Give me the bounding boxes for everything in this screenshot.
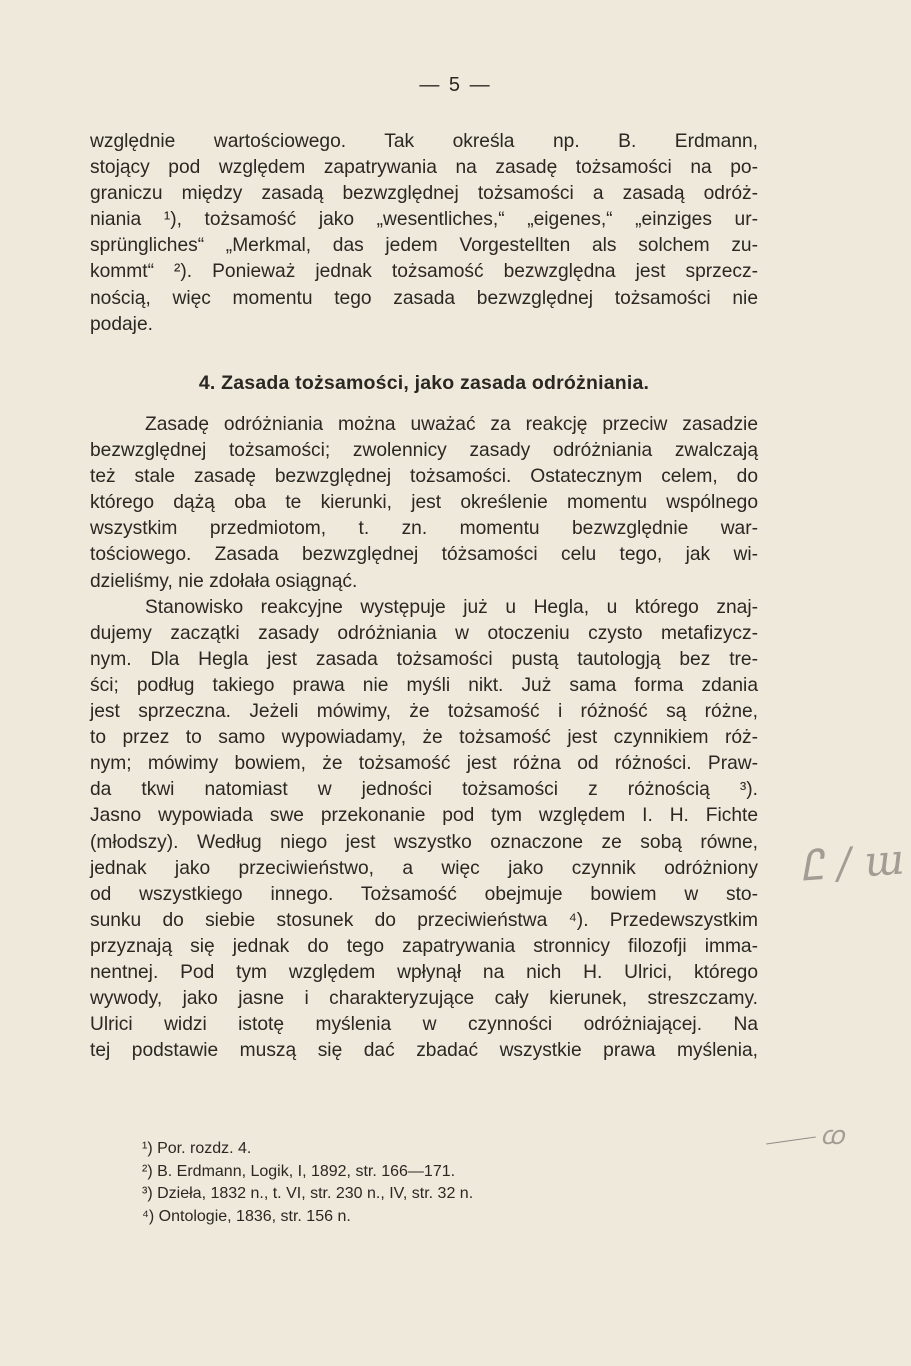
- text-line: stojący pod względem zapatrywania na zasadę tożsamości na po-: [90, 157, 758, 179]
- text-line: od wszystkiego innego. Tożsamość obejmuje bowiem w sto-: [90, 883, 758, 905]
- footnote-mark: ²): [142, 1162, 153, 1180]
- text-line: wszystkim przedmiotom, t. zn. momentu bezwzględnie war-: [90, 518, 758, 540]
- footnote-text: Ontologie, 1836, str. 156 n.: [158, 1207, 351, 1225]
- handwritten-margin-note: Ꮭ / ɯ: [798, 834, 906, 891]
- paragraph-1: [90, 129, 758, 338]
- page-number: — 5 —: [419, 74, 492, 96]
- footnotes: [142, 1138, 642, 1228]
- footnote-mark: ³): [142, 1185, 153, 1202]
- text-line: Jasno wypowiada swe przekonanie pod tym względem I. H. Fichte: [90, 805, 758, 827]
- footnote: [142, 1138, 642, 1161]
- text-line: względnie wartościowego. Tak określa np. B. Erdmann,: [90, 131, 758, 152]
- footnote: [142, 1183, 642, 1206]
- text-line: kommt“ ²). Ponieważ jednak tożsamość bezwzględna jest sprzecz-: [90, 261, 758, 283]
- text-line: (młodszy). Według niego jest wszystko oznaczone ze sobą równe,: [90, 831, 758, 853]
- text-line: nością, więc momentu tego zasada bezwzględnej tożsamości nie: [90, 287, 758, 309]
- text-line: sunku do siebie stosunek do przeciwieństwa ⁴). Przedewszystkim: [90, 909, 758, 931]
- pencil-stroke: [766, 1137, 816, 1145]
- footnote-text: B. Erdmann, Logik, I, 1892, str. 166—171.: [157, 1162, 456, 1180]
- text-line: Stanowisko reakcyjne występuje już u Hegla, u którego znaj-: [145, 596, 758, 618]
- section-heading: 4. Zasada tożsamości, jako zasada odróżniania.: [198, 372, 650, 394]
- text-line: jednak jako przeciwieństwo, a więc jako czynnik odróżniony: [90, 857, 758, 879]
- text-line: tościowego. Zasada bezwzględnej tóżsamości celu tego, jak wi-: [90, 544, 758, 566]
- text-line: też stale zasadę bezwzględnej tożsamości. Ostatecznym celem, do: [90, 466, 758, 488]
- text-line: tej podstawie muszą się dać zbadać wszystkie prawa myślenia,: [90, 1040, 758, 1062]
- text-line: ści; podług takiego prawa nie myśli nikt. Już sama forma zdania: [90, 674, 758, 696]
- text-line: graniczu między zasadą bezwzględnej tożsamości a zasadą odróż-: [90, 183, 758, 205]
- text-line: dujemy zaczątki zasady odróżniania w otoczeniu czysto metafizycz-: [90, 622, 758, 644]
- text-line: niania ¹), tożsamość jako „wesentliches,“ „eigenes,“ „einziges ur-: [90, 209, 758, 231]
- text-line: sprüngliches“ „Merkmal, das jedem Vorgestellten als solchem zu-: [90, 235, 758, 257]
- text-line: wywody, jako jasne i charakteryzujące cały kierunek, streszczamy.: [90, 988, 758, 1010]
- handwritten-margin-note: ꭃ: [820, 1121, 845, 1151]
- footnote-text: Dzieła, 1832 n., t. VI, str. 230 n., IV, str. 32 n.: [157, 1185, 474, 1202]
- body-continued: [90, 412, 758, 1064]
- paragraph-2: [90, 412, 758, 595]
- text-line: dzieliśmy, nie zdołała osiągnąć.: [90, 570, 358, 592]
- paragraph-3: [90, 595, 758, 1065]
- footnote-mark: ¹): [142, 1140, 153, 1157]
- footnote: [142, 1206, 642, 1229]
- text-line: podaje.: [90, 313, 153, 335]
- text-line: nym; mówimy bowiem, że tożsamość jest różna od różności. Praw-: [90, 753, 758, 775]
- text-line: to przez to samo wypowiadamy, że tożsamość jest czynnikiem róż-: [90, 727, 758, 749]
- text-line: nym. Dla Hegla jest zasada tożsamości pustą tautologją bez tre-: [90, 648, 758, 670]
- text-line: którego dążą oba te kierunki, jest określenie momentu wspólnego: [90, 492, 758, 514]
- text-line: bezwzględnej tożsamości; zwolennicy zasady odróżniania zwalczają: [90, 440, 758, 462]
- text-line: da tkwi natomiast w jedności tożsamości z różnością ³).: [90, 779, 758, 801]
- footnote-mark: ⁴): [142, 1207, 155, 1225]
- text-line: przyznają się jednak do tego zapatrywania stronnicy filozofji imma-: [90, 935, 758, 957]
- text-line: jest sprzeczna. Jeżeli mówimy, że tożsamość i różność są różne,: [90, 701, 758, 723]
- text-line: Zasadę odróżniania można uważać za reakcję przeciw zasadzie: [145, 414, 758, 435]
- text-line: nentnej. Pod tym względem wpłynął na nich H. Ulrici, którego: [90, 961, 758, 983]
- footnote-text: Por. rozdz. 4.: [157, 1140, 252, 1157]
- text-line: Ulrici widzi istotę myślenia w czynności odróżniającej. Na: [90, 1014, 758, 1036]
- footnote: [142, 1161, 642, 1184]
